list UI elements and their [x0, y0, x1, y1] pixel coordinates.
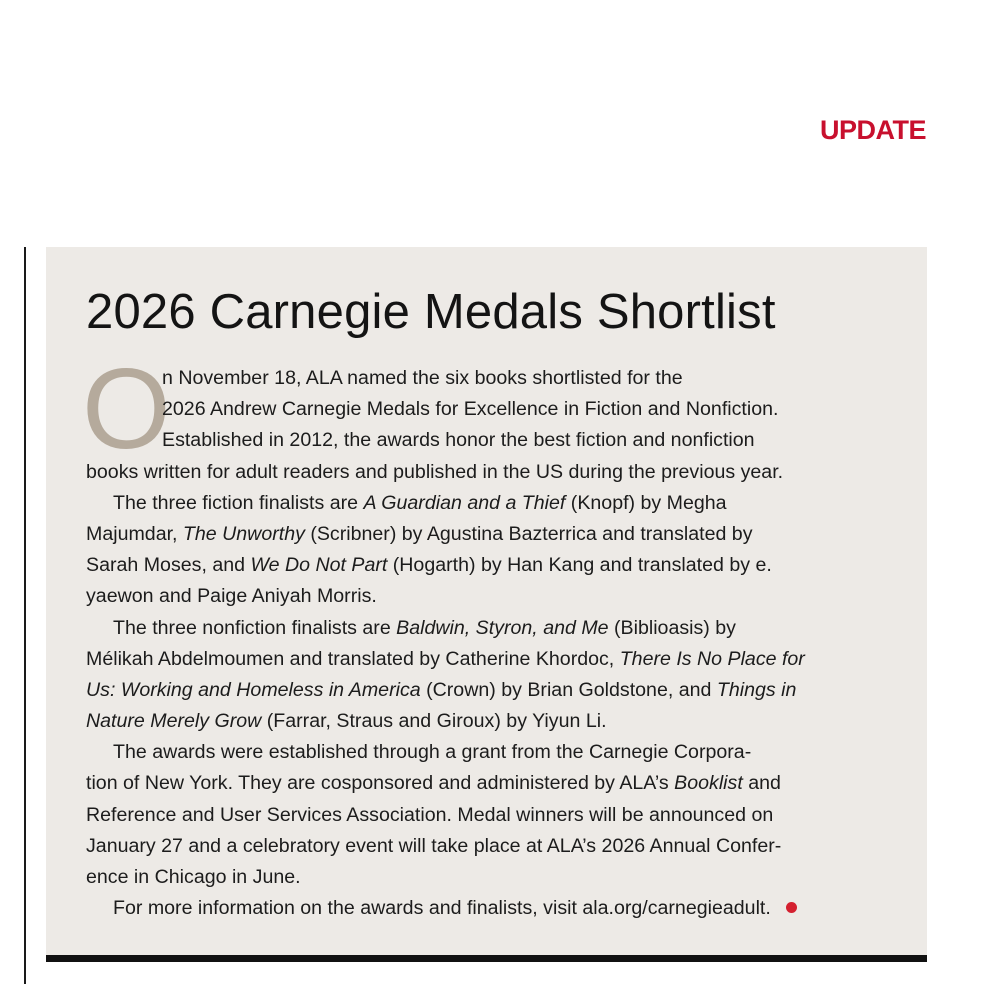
- body-line: Reference and User Services Association. Medal winners will be announced on: [86, 803, 774, 826]
- body-line: The awards were established through a grant from the Carnegie Corpora-: [113, 741, 752, 764]
- body-line: For more information on the awards and finalists, visit ala.org/carnegieadult.: [86, 893, 886, 924]
- book-title: A Guardian and a Thief: [363, 491, 566, 514]
- body-line: yaewon and Paige Aniyah Morris.: [86, 585, 377, 608]
- headline: 2026 Carnegie Medals Shortlist: [86, 285, 776, 339]
- body-line: The three nonfiction finalists are Baldwin, Styron, and Me (Biblioasis) by: [113, 616, 736, 639]
- section-label: UPDATE: [819, 115, 926, 145]
- publication-title: Booklist: [674, 772, 743, 795]
- book-title: We Do Not Part: [250, 554, 388, 577]
- body-line: Mélikah Abdelmoumen and translated by Catherine Khordoc, There Is No Place for: [86, 647, 805, 670]
- body-line: The three fiction finalists are A Guardian and a Thief (Knopf) by Megha: [113, 491, 727, 514]
- end-mark-dot-icon: [786, 902, 797, 913]
- bottom-rule-divider: [46, 955, 927, 962]
- article-body: [86, 363, 886, 924]
- body-line: January 27 and a celebratory event will take place at ALA’s 2026 Annual Confer-: [86, 834, 782, 857]
- drop-cap: O: [82, 346, 171, 473]
- body-line: Established in 2012, the awards honor the best fiction and nonfiction: [162, 429, 755, 452]
- body-line: 2026 Andrew Carnegie Medals for Excellence in Fiction and Nonfiction.: [162, 398, 779, 421]
- book-title: Baldwin, Styron, and Me: [396, 616, 609, 639]
- book-title: The Unworthy: [182, 522, 305, 545]
- body-line: ence in Chicago in June.: [86, 866, 301, 888]
- book-title: There Is No Place for: [619, 647, 805, 670]
- body-line: n November 18, ALA named the six books shortlisted for the: [162, 367, 683, 389]
- body-line: tion of New York. They are cosponsored and administered by ALA’s Booklist and: [86, 772, 781, 795]
- body-line: Us: Working and Homeless in America (Crown) by Brian Goldstone, and Things in: [86, 678, 797, 701]
- book-title: Nature Merely Grow: [86, 710, 262, 733]
- body-line: books written for adult readers and published in the US during the previous year.: [86, 460, 784, 483]
- book-title: Things in: [716, 678, 797, 701]
- body-line: Majumdar, The Unworthy (Scribner) by Agustina Bazterrica and translated by: [86, 522, 753, 545]
- body-line: Nature Merely Grow (Farrar, Straus and Giroux) by Yiyun Li.: [86, 710, 607, 733]
- left-rule-divider: [24, 247, 26, 984]
- book-title: Us: Working and Homeless in America: [86, 678, 421, 701]
- body-line: Sarah Moses, and We Do Not Part (Hogarth) by Han Kang and translated by e.: [86, 554, 772, 577]
